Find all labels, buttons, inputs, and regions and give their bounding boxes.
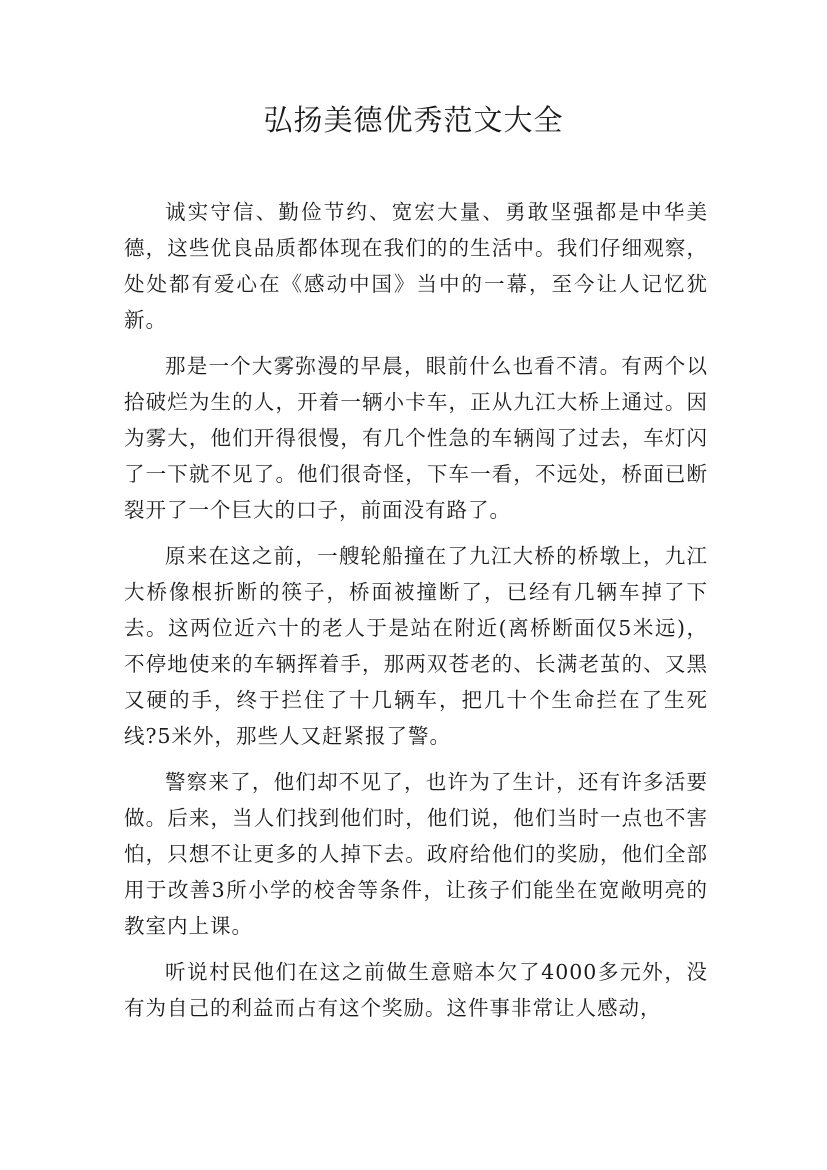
document-body [124, 194, 708, 1036]
paragraph-2: 那是一个大雾弥漫的早晨，眼前什么也看不清。有两个以拾破烂为生的人，开着一辆小卡车，正从九江大桥上通过。因为雾大，他们开得很慢，有几个性急的车辆闯了过去，车灯闪了一下就不见了。他们很奇怪，下车一看，不远处，桥面已断裂开了一个巨大的口子，前面没有路了。 [124, 354, 708, 522]
page-title: 弘扬美德优秀范文大全 [263, 103, 564, 137]
paragraph-3: 原来在这之前，一艘轮船撞在了九江大桥的桥墩上，九江大桥像根折断的筷子，桥面被撞断了，已经有几辆车掉了下去。这两位近六十的老人于是站在附近(离桥断面仅5米远)，不停地使来的车辆挥着手，那两双苍老的、长满老茧的、又黑又硬的手，终于拦住了十几辆车，把几十个生命拦在了生死线?5米外，那些人又赶紧报了警。 [124, 544, 708, 748]
paragraph-1: 诚实守信、勤俭节约、宽宏大量、勇敢坚强都是中华美德，这些优良品质都体现在我们的的生活中。我们仔细观察，处处都有爱心在《感动中国》当中的一幕，至今让人记忆犹新。 [124, 200, 708, 332]
paragraph-5: 听说村民他们在这之前做生意赔本欠了4000多元外，没有为自己的利益而占有这个奖励。这件事非常让人感动， [124, 960, 708, 1020]
paragraph-4: 警察来了，他们却不见了，也许为了生计，还有许多活要做。后来，当人们找到他们时，他们说，他们当时一点也不害怕，只想不让更多的人掉下去。政府给他们的奖励，他们全部用于改善3所小学的校舍等条件，让孩子们能坐在宽敞明亮的教室内上课。 [124, 770, 708, 938]
